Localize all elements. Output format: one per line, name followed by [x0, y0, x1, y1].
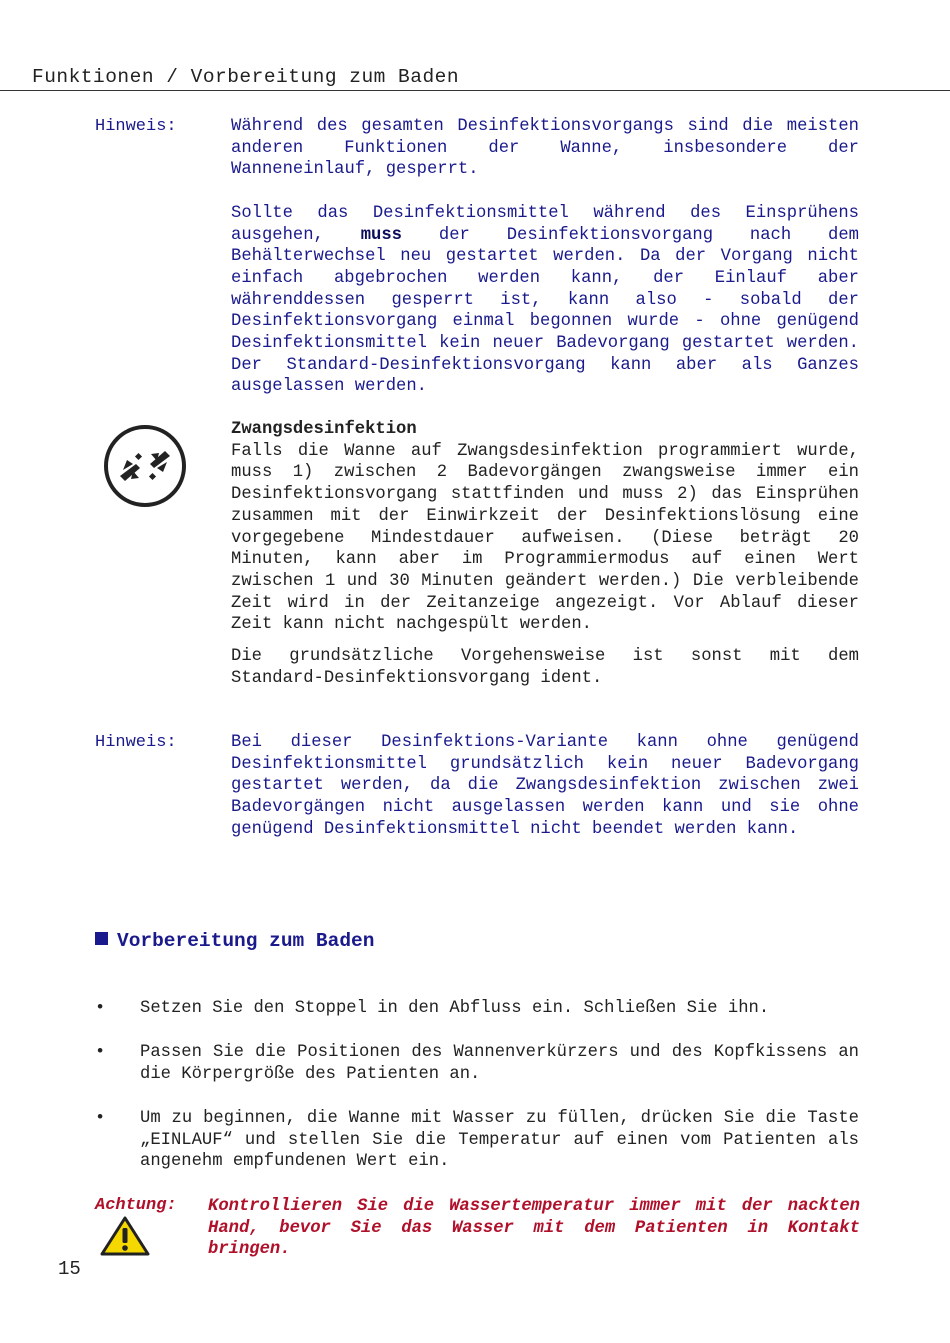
bullet-icon: •: [95, 1043, 106, 1062]
note-label-2: Hinweis:: [95, 733, 177, 752]
warning-label: Achtung:: [95, 1196, 177, 1215]
forced-disinfection-icon: [103, 424, 187, 508]
page-number: 15: [58, 1258, 81, 1280]
note-paragraph: Während des gesamten Desinfektionsvorgangs sind die meisten anderen Funktionen der Wanne, insbesondere der Wanneneinlauf, gesperrt.: [231, 117, 859, 180]
bullet-icon: •: [95, 1109, 106, 1128]
header-rule: [0, 90, 950, 91]
page-header: Funktionen / Vorbereitung zum Baden: [32, 66, 460, 88]
note-text: Sollte das Desinfektionsmittel während des Einsprühens ausgehen,: [231, 203, 859, 245]
warning-text: Kontrollieren Sie die Wassertemperatur immer mit der nackten Hand, bevor Sie das Wasser mit dem Patienten in Kontakt bringen.: [208, 1197, 860, 1260]
section-subheading: Zwangsdesinfektion: [231, 420, 417, 439]
list-item: Um zu beginnen, die Wanne mit Wasser zu füllen, drücken Sie die Taste „EINLAUF“ und stellen Sie die Temperatur auf einen vom Patienten als angenehm empfundenen Wert ein.: [140, 1109, 859, 1172]
bullet-icon: •: [95, 999, 106, 1018]
warning-triangle-icon: [100, 1216, 150, 1256]
square-bullet-icon: [95, 932, 108, 945]
body-paragraph: Falls die Wanne auf Zwangsdesinfektion programmiert wurde, muss 1) zwischen 2 Badevorgängen zwangsweise immer ein Desinfektionsvorgang stattfinden und muss 2) das Einsprühen zusammen mit der Einwirkzeit der Desinfektionslösung eine vorgegebene Mindestdauer aufweisen. (Diese beträgt 20 Minuten, kann aber im Programmiermodus auf einen Wert zwischen 1 und 30 Minuten geändert werden.) Die verbleibende Zeit wird in der Zeitanzeige angezeigt. Vor Ablauf dieser Zeit kann nicht nachgespült werden.: [231, 441, 859, 635]
list-item: Passen Sie die Positionen des Wannenverkürzers und des Kopfkissens an die Körpergröße des Patienten an.: [140, 1043, 859, 1084]
note-paragraph-2: [231, 203, 859, 398]
note-block: [231, 116, 859, 398]
list-item: Setzen Sie den Stoppel in den Abfluss ein. Schließen Sie ihn.: [140, 999, 770, 1018]
note-label: Hinweis:: [95, 117, 177, 136]
note-text: der Desinfektionsvorgang nach dem Behälterwechsel neu gestartet werden. Da der Vorgang nicht einfach abgebrochen werden kann, der Einlauf aber währenddessen gesperrt ist, kann also - sobald der Desinfektionsvorgang einmal begonnen wurde - ohne genügend Desinfektionsmittel kein neuer Badevorgang gestartet werden. Der Standard-Desinfektionsvorgang kann aber als Ganzes ausgelassen werden.: [231, 225, 859, 397]
section-heading-text: Vorbereitung zum Baden: [117, 930, 375, 952]
body-paragraph-2: Die grundsätzliche Vorgehensweise ist sonst mit dem Standard-Desinfektionsvorgang ident.: [231, 647, 859, 688]
note-block-2: [231, 732, 859, 841]
section-heading: [95, 930, 374, 952]
forced-disinfection-block: [231, 419, 859, 689]
emphasis-text: muss: [360, 225, 402, 245]
note-paragraph-3: Bei dieser Desinfektions-Variante kann ohne genügend Desinfektionsmittel grundsätzlich kein neuer Badevorgang gestartet werden, da die Zwangsdesinfektion zwischen zwei Badevorgängen nicht ausgelassen werden kann und sie ohne genügend Desinfektionsmittel nicht beendet werden kann.: [231, 733, 859, 839]
